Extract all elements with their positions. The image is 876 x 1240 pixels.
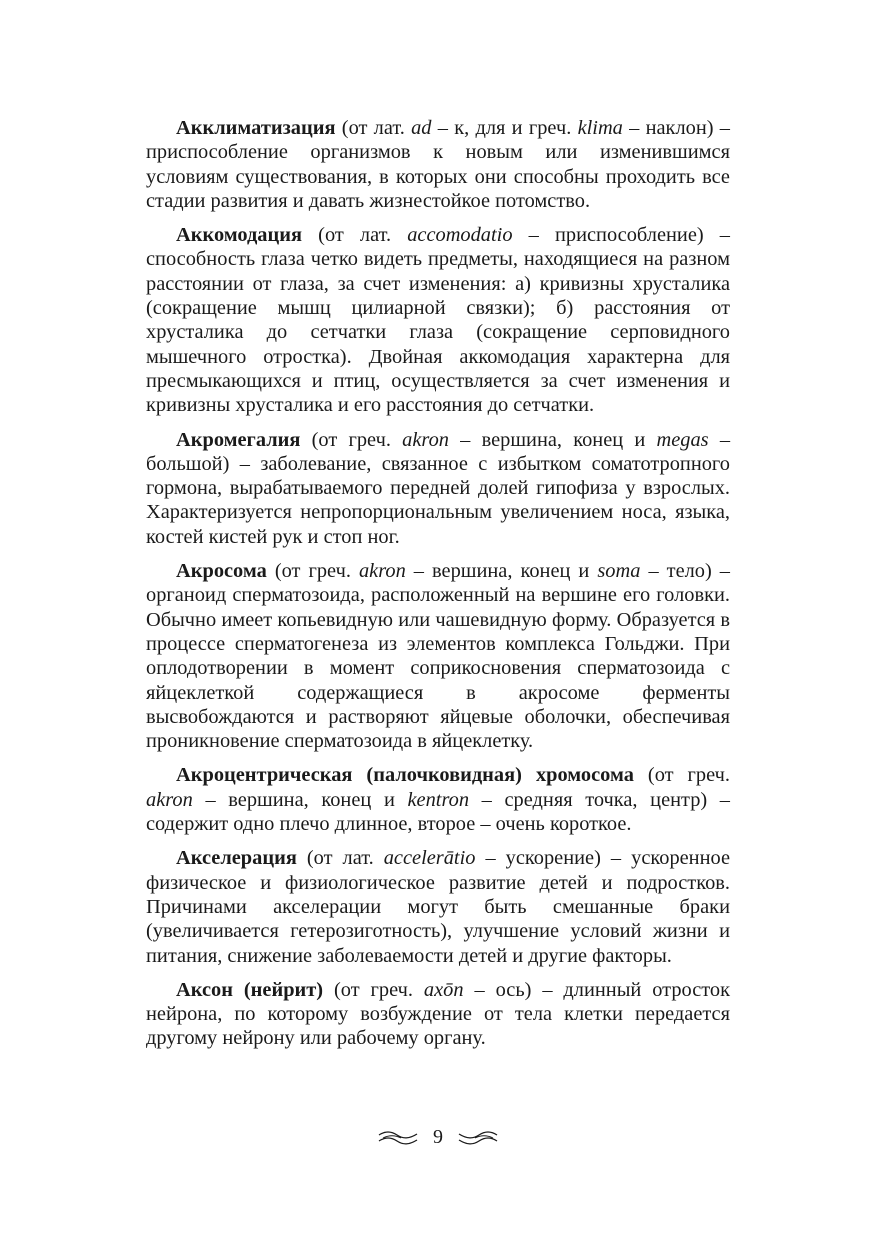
entry-etymology: megas <box>656 428 709 451</box>
swirl-ornament-icon <box>457 1130 499 1146</box>
entry-etymology: ad <box>411 117 432 139</box>
entry-text: (от греч. <box>266 560 359 583</box>
page-footer <box>0 1126 876 1149</box>
entry-text: – ось) – длинный отросток нейрона, по которому возбуждение от тела клетки передается другому нейрону или рабочему органу. <box>146 978 731 1050</box>
entry-text: (от греч. <box>633 764 730 787</box>
entry-term: Акросома <box>176 560 267 583</box>
entry-etymology: axōn <box>423 978 464 1001</box>
entry-text: (от лат. <box>335 117 412 139</box>
entry-term: Акклиматизация <box>176 117 336 139</box>
entry-term: Аксон (нейрит) <box>176 978 324 1001</box>
dictionary-entries <box>146 116 730 1061</box>
entry-accommodation <box>146 223 730 417</box>
entry-acromegaly <box>146 428 730 549</box>
entry-etymology: accelerātio <box>383 847 476 870</box>
entry-text: – приспособление) – способность глаза четко видеть предметы, находящиеся на разном расстоянии от глаза, за счет изменения: а) кривизны хрусталика (сокращение мышц цилиарной связки); б) расстояния от хрусталика до сетчатки глаза (сокращение серповидного мышечного отростка). Двойная аккомодация характерна для пресмыкающихся и птиц, осуществляется за счет изменения и кривизны хрусталика и его расстояния до сетчатки. <box>146 224 730 417</box>
entry-text: – вершина, конец и <box>448 428 657 451</box>
entry-text: – вершина, конец и <box>192 788 408 811</box>
page-number: 9 <box>433 1126 443 1148</box>
entry-acrosome <box>146 559 730 753</box>
entry-acclimatization <box>146 116 730 213</box>
entry-text: – средняя точка, центр) – содержит одно плечо длинное, второе – очень короткое. <box>146 788 731 836</box>
entry-etymology: soma <box>597 560 641 583</box>
entry-term: Акселерация <box>176 847 297 870</box>
entry-term: Аккомодация <box>176 224 303 247</box>
entry-etymology: kentron <box>407 788 470 811</box>
entry-text: (от греч. <box>323 978 424 1001</box>
entry-etymology: klima <box>577 117 623 139</box>
entry-axon <box>146 978 730 1051</box>
entry-text: – к, для и греч. <box>431 117 578 139</box>
entry-etymology: akron <box>146 788 193 811</box>
entry-text: (от лат. <box>296 847 384 870</box>
entry-acceleration <box>146 846 730 967</box>
swirl-ornament-icon <box>377 1130 419 1146</box>
entry-etymology: accomodatio <box>407 224 513 247</box>
entry-text: – большой) – заболевание, связанное с избытком соматотропного гормона, вырабатываемого передней долей гипофиза у взрослых. Характеризуется непропорциональным увеличением носа, языка, костей кистей рук и стоп ног. <box>146 428 731 548</box>
entry-text: (от греч. <box>300 428 403 451</box>
entry-etymology: akron <box>358 560 406 583</box>
entry-acrocentric-chromosome <box>146 763 730 836</box>
entry-text: – вершина, конец и <box>405 560 598 583</box>
entry-term: Акромегалия <box>176 428 301 451</box>
entry-text: – ускорение) – ускоренное физическое и физиологическое развитие детей и подростков. Причинами акселерации могут быть смешанные браки (увеличивается гетерозиготность), улучшение условий жизни и питания, снижение заболеваемости детей и другие факторы. <box>146 847 731 967</box>
entry-etymology: akron <box>402 428 449 451</box>
entry-text: – тело) – органоид сперматозоида, расположенный на вершине его головки. Обычно имеет копьевидную или чашевидную форму. Образуется в процессе сперматогенеза из элементов комплекса Гольджи. При оплодотворении в момент соприкосновения сперматозоида с яйцеклеткой содержащиеся в акросоме ферменты высвобождаются и растворяют яйцевые оболочки, обеспечивая проникновение сперматозоида в яйцеклетку. <box>146 560 730 753</box>
entry-text: (от лат. <box>302 224 408 247</box>
entry-text: – наклон) – приспособление организмов к новым или изменившимся условиям существования, в которых они способны проходить все стадии развития и давать жизнестойкое потомство. <box>146 117 730 212</box>
entry-term: Акроцентрическая (палочковидная) хромосома <box>176 764 634 787</box>
